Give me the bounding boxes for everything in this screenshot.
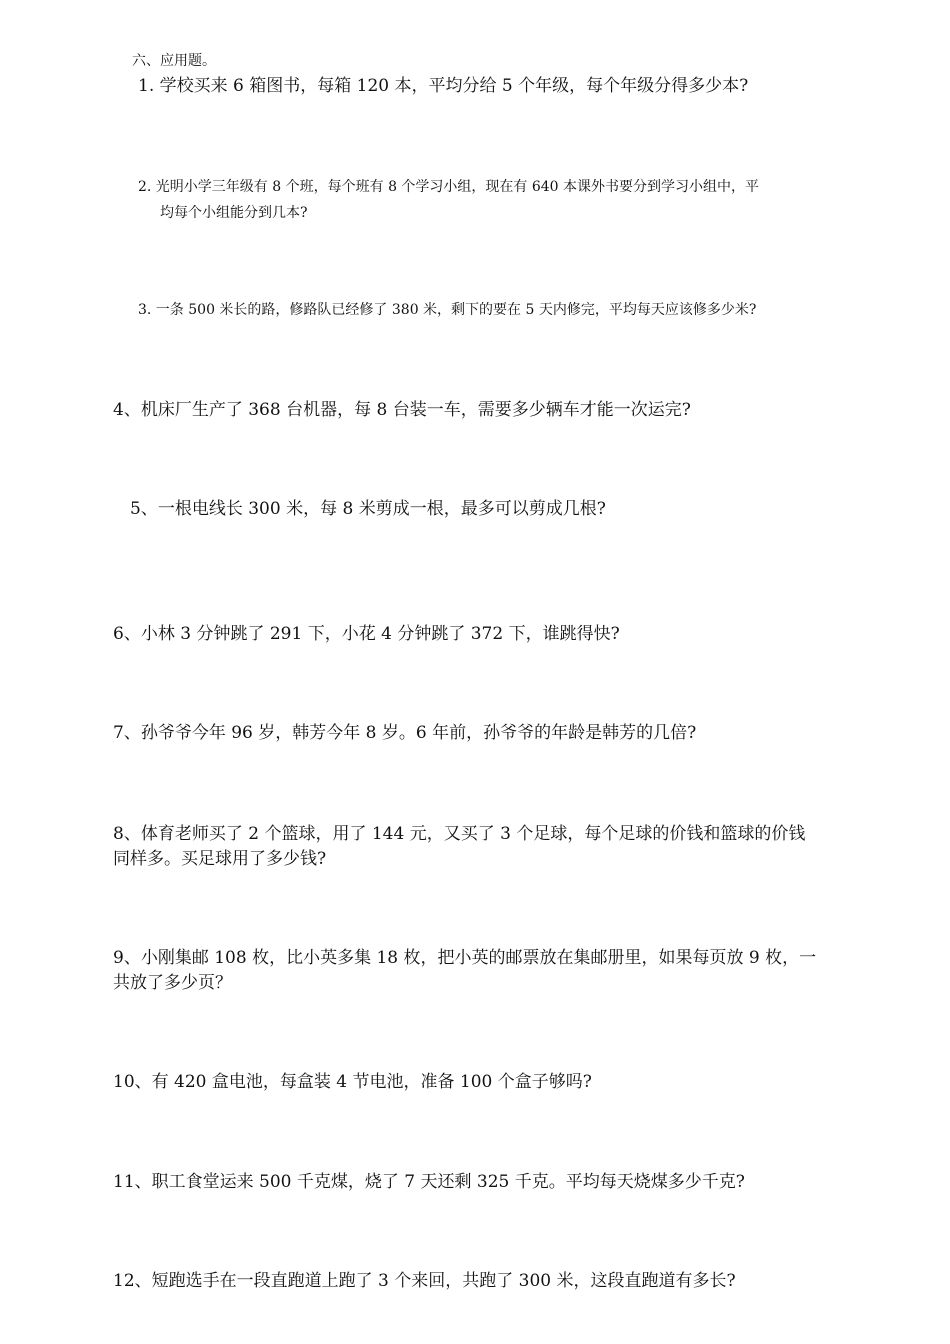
problem-8-line-1: 8、体育老师买了 2 个篮球，用了 144 元，又买了 3 个足球，每个足球的价钱和篮球的价钱 [113,824,806,844]
problem-10: 10、有 420 盒电池，每盒装 4 节电池，准备 100 个盒子够吗? [113,1072,592,1092]
problem-1: 1. 学校买来 6 箱图书，每箱 120 本，平均分给 5 个年级，每个年级分得多少本? [138,76,749,96]
problem-11: 11、职工食堂运来 500 千克煤，烧了 7 天还剩 325 千克。平均每天烧煤多少千克? [113,1172,745,1192]
problem-9-line-1: 9、小刚集邮 108 枚，比小英多集 18 枚，把小英的邮票放在集邮册里，如果每页放 9 枚，一 [113,948,817,968]
problem-5: 5、一根电线长 300 米，每 8 米剪成一根，最多可以剪成几根? [130,499,606,519]
problem-2-line-2: 均每个小组能分到几本? [160,205,308,221]
problem-12: 12、短跑选手在一段直跑道上跑了 3 个来回，共跑了 300 米，这段直跑道有多长? [113,1271,736,1291]
problem-9-line-2: 共放了多少页？ [113,973,232,993]
problem-3: 3. 一条 500 米长的路，修路队已经修了 380 米，剩下的要在 5 天内修完，平均每天应该修多少米? [138,302,757,318]
section-title: 六、应用题。 [132,53,216,69]
problem-8-line-2: 同样多。买足球用了多少钱? [113,849,327,869]
problem-2-line-1: 2. 光明小学三年级有 8 个班，每个班有 8 个学习小组，现在有 640 本课外书要分到学习小组中，平 [138,179,760,195]
problem-6: 6、小林 3 分钟跳了 291 下，小花 4 分钟跳了 372 下，谁跳得快? [113,624,620,644]
problem-7: 7、孙爷爷今年 96 岁，韩芳今年 8 岁。6 年前，孙爷爷的年龄是韩芳的几倍? [113,723,697,743]
problem-4: 4、机床厂生产了 368 台机器，每 8 台装一车，需要多少辆车才能一次运完? [113,400,691,420]
